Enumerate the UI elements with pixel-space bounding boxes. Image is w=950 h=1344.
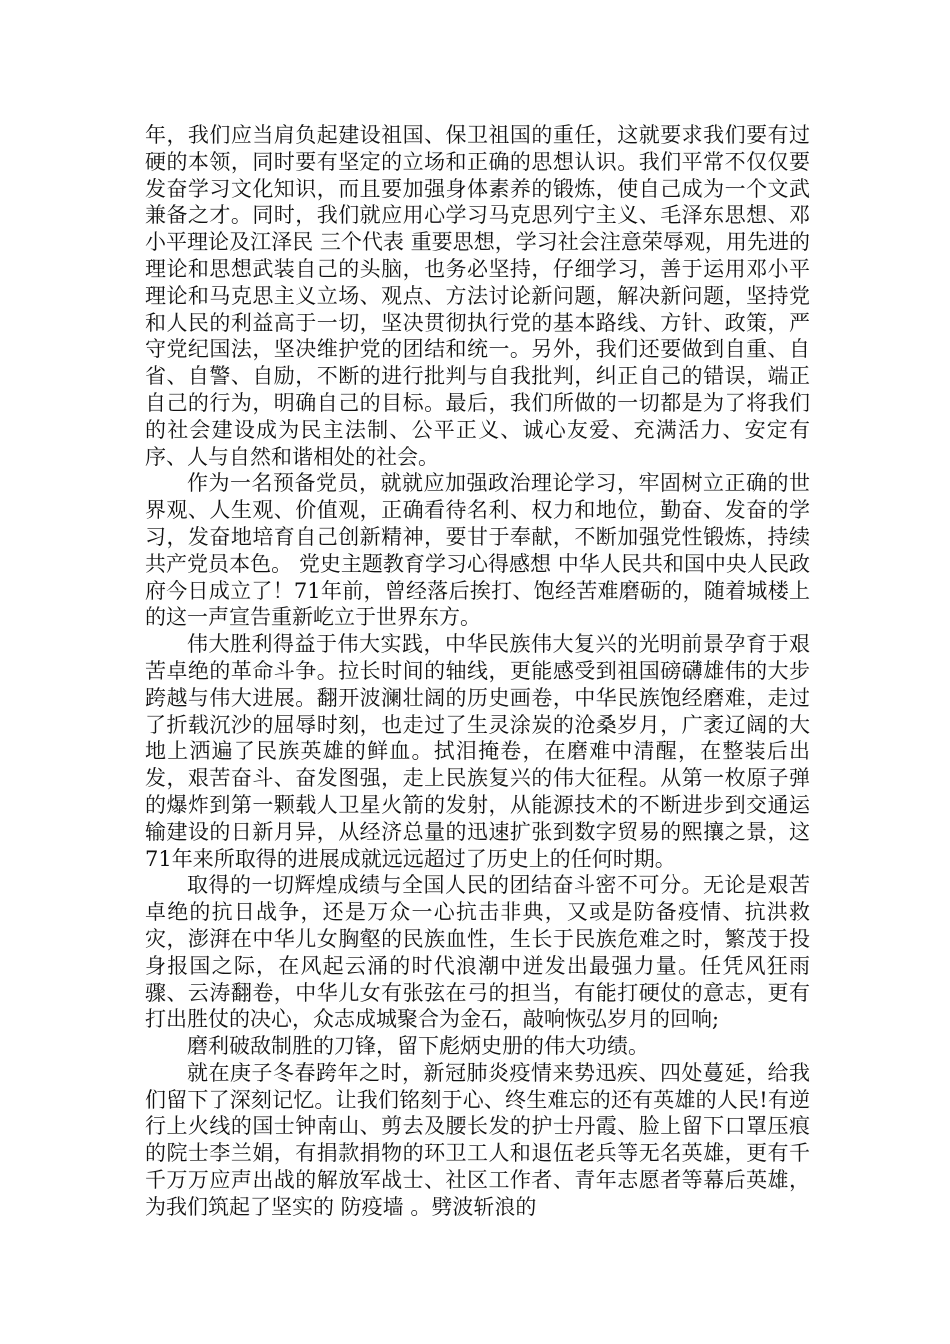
paragraph-6: 就在庚子冬春跨年之时，新冠肺炎疫情来势迅疾、四处蔓延，给我们留下了深刻记忆。让我们铭刻于心、终生难忘的还有英雄的人民!有逆行上火线的国士钟南山、剪去及腰长发的护士丹霞、脸上留下口罩压痕的院士李兰娟，有捐款捐物的环卫工人和退伍老兵等无名英雄，更有千千万万应声出战的解放军战士、社区工作者、青年志愿者等幕后英雄，为我们筑起了坚实的 防疫墙 。劈波斩浪的: [145, 1060, 810, 1219]
document-body: [145, 122, 810, 1221]
paragraph-4: 取得的一切辉煌成绩与全国人民的团结奋斗密不可分。无论是艰苦卓绝的抗日战争，还是万众一心抗击非典，又或是防备疫情、抗洪救灾，澎湃在中华儿女胸壑的民族血性，生长于民族危难之时，繁茂于投身报国之际，在风起云涌的时代浪潮中迸发出最强力量。任凭风狂雨骤、云涛翻卷，中华儿女有张弦在弓的担当，有能打硬仗的意志，更有打出胜仗的决心，众志成城聚合为金石，敲响恢弘岁月的回响;: [145, 873, 810, 1032]
paragraph-3: 伟大胜利得益于伟大实践，中华民族伟大复兴的光明前景孕育于艰苦卓绝的革命斗争。拉长时间的轴线，更能感受到祖国磅礴雄伟的大步跨越与伟大进展。翻开波澜壮阔的历史画卷，中华民族饱经磨难，走过了折载沉沙的屈辱时刻，也走过了生灵涂炭的沧桑岁月，广袤辽阔的大地上洒遍了民族英雄的鲜血。拭泪掩卷，在磨难中清醒，在整装后出发，艰苦奋斗、奋发图强，走上民族复兴的伟大征程。从第一枚原子弹的爆炸到第一颗载人卫星火箭的发射，从能源技术的不断进步到交通运输建设的日新月异，从经济总量的迅速扩张到数字贸易的熙攘之景，这71年来所取得的进展成就远远超过了历史上的任何时期。: [145, 632, 810, 871]
paragraph-5: 磨利破敌制胜的刀锋，留下彪炳史册的伟大功绩。: [187, 1034, 649, 1059]
paragraph-1: 年，我们应当肩负起建设祖国、保卫祖国的重任，这就要求我们要有过硬的本领，同时要有坚定的立场和正确的思想认识。我们平常不仅仅要发奋学习文化知识，而且要加强身体素养的锻炼，使自己成为一个文武兼备之才。同时，我们就应用心学习马克思列宁主义、毛泽东思想、邓小平理论及江泽民 三个代表 重要思想，学习社会注意荣辱观，用先进的理论和思想武装自己的头脑，也务必坚持，仔细学习，善于运用邓小平理论和马克思主义立场、观点、方法讨论新问题，解决新问题，坚持党和人民的利益高于一切，坚决贯彻执行党的基本路线、方针、政策，严守党纪国法，坚决维护党的团结和统一。另外，我们还要做到自重、自省、自警、自励，不断的进行批判与自我批判，纠正自己的错误，端正自己的行为，明确自己的目标。最后，我们所做的一切都是为了将我们的社会建设成为民主法制、公平正义、诚心友爱、充满活力、安定有序、人与自然和谐相处的社会。: [145, 123, 810, 469]
paragraph-2: 作为一名预备党员，就就应加强政治理论学习，牢固树立正确的世界观、人生观、价值观，正确看待名利、权力和地位，勤奋、发奋的学习，发奋地培育自己创新精神，要甘于奉献，不断加强党性锻炼，持续共产党员本色。 党史主题教育学习心得感想 中华人民共和国中央人民政府今日成立了！71年前，曾经落后挨打、饱经苦难磨砺的，随着城楼上的这一声宣告重新屹立于世界东方。: [145, 471, 810, 630]
